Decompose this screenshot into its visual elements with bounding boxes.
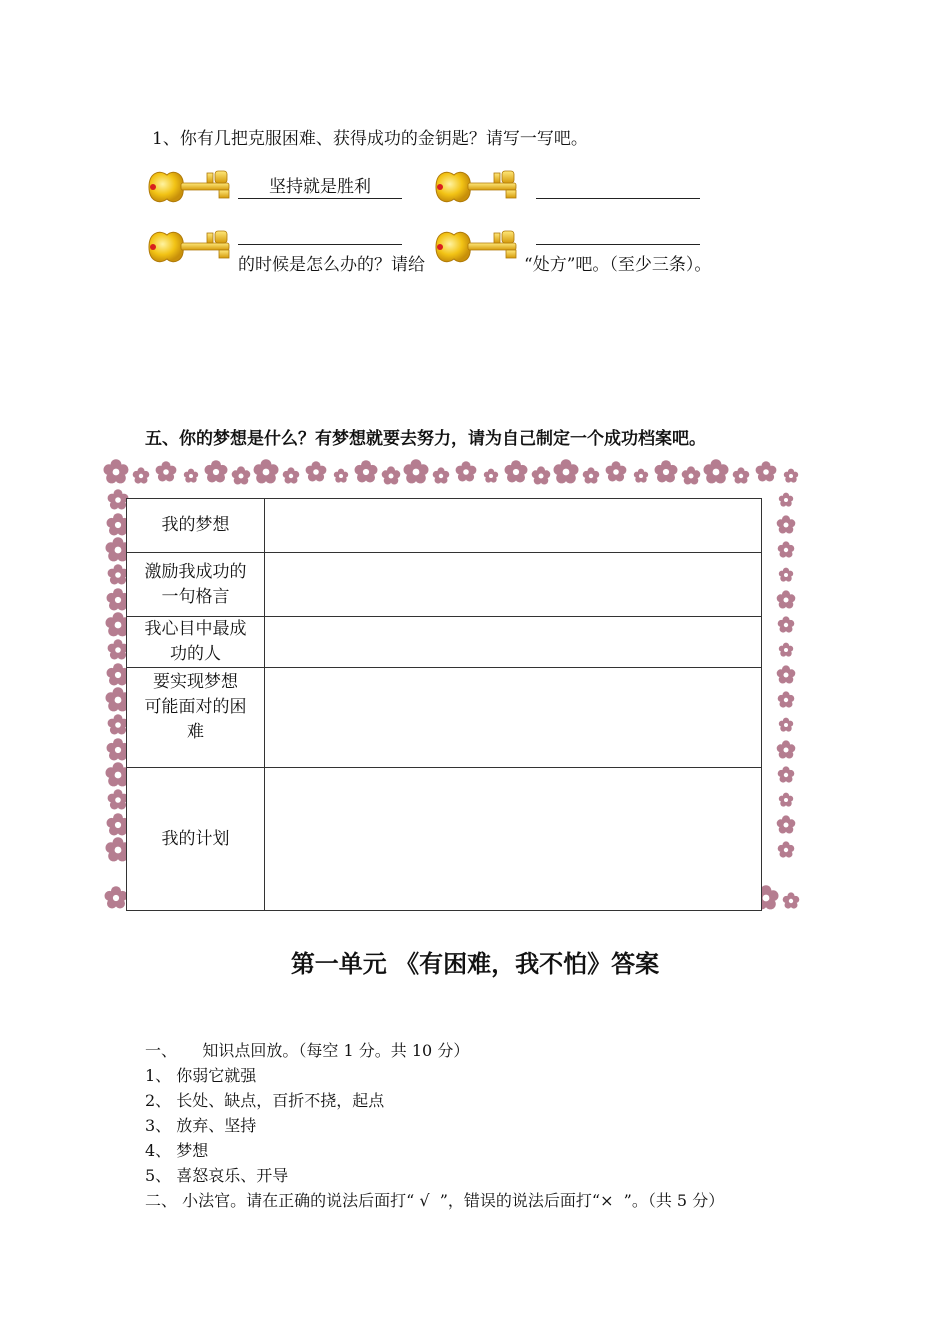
row-label-role-model: 我心目中最成 功的人 bbox=[127, 617, 265, 668]
flower-icon bbox=[184, 469, 198, 483]
flower-icon bbox=[733, 467, 750, 483]
flower-icon bbox=[456, 461, 477, 481]
flower-icon bbox=[777, 665, 796, 683]
flower-icon bbox=[606, 461, 627, 481]
flower-icon bbox=[779, 568, 793, 582]
row-value-dream[interactable] bbox=[265, 499, 762, 553]
flower-icon bbox=[104, 459, 129, 483]
row-value-motto[interactable] bbox=[265, 553, 762, 617]
row-label-difficulties: 要实现梦想 可能面对的困 难 bbox=[127, 668, 265, 768]
flower-icon bbox=[779, 643, 793, 657]
flower-icon bbox=[232, 466, 251, 484]
answer-item: 1、 你弱它就强 bbox=[145, 1066, 257, 1085]
flower-icon bbox=[254, 459, 279, 483]
flower-icon bbox=[382, 466, 401, 484]
flower-icon bbox=[779, 718, 793, 732]
flower-icon bbox=[784, 469, 798, 483]
table-row bbox=[127, 668, 762, 768]
flower-icon bbox=[156, 461, 177, 481]
flower-icon bbox=[655, 460, 678, 482]
key-answer-blank-1[interactable]: 坚持就是胜利 bbox=[238, 176, 402, 199]
flower-icon bbox=[682, 466, 701, 484]
key-answer-blank-3[interactable] bbox=[238, 222, 402, 245]
flower-icon bbox=[778, 766, 795, 782]
question-1-prompt: 1、你有几把克服困难、获得成功的金钥匙？请写一写吧。 bbox=[152, 129, 588, 149]
flower-icon bbox=[505, 460, 528, 482]
table-row bbox=[127, 553, 762, 617]
table-row bbox=[127, 499, 762, 553]
flower-icon bbox=[777, 815, 796, 833]
flower-icon bbox=[105, 886, 128, 908]
row-label-dream: 我的梦想 bbox=[127, 499, 265, 553]
answer-item: 5、 喜怒哀乐、开导 bbox=[145, 1166, 289, 1185]
flower-icon bbox=[634, 469, 648, 483]
answer-part-1-heading: 一、 知识点回放。（每空 1 分。共 10 分） bbox=[145, 1041, 470, 1060]
flower-icon bbox=[777, 515, 796, 533]
flower-icon bbox=[778, 691, 795, 707]
flower-icon bbox=[532, 466, 551, 484]
answer-item: 2、 长处、缺点，百折不挠，起点 bbox=[145, 1091, 385, 1110]
golden-key-icon bbox=[432, 225, 524, 269]
flower-icon bbox=[777, 740, 796, 758]
answer-item: 4、 梦想 bbox=[145, 1141, 209, 1160]
golden-key-icon bbox=[145, 165, 237, 209]
flower-icon bbox=[779, 493, 793, 507]
golden-key-icon bbox=[432, 165, 524, 209]
key-answer-blank-2[interactable] bbox=[536, 176, 700, 199]
flower-icon bbox=[484, 469, 498, 483]
row-value-difficulties[interactable] bbox=[265, 668, 762, 768]
flower-icon bbox=[783, 892, 800, 908]
table-row bbox=[127, 768, 762, 911]
row-label-plan: 我的计划 bbox=[127, 768, 265, 911]
section-5-heading: 五、你的梦想是什么？有梦想就要去努力，请为自己制定一个成功档案吧。 bbox=[145, 429, 706, 449]
flower-icon bbox=[433, 467, 450, 483]
success-profile-table bbox=[126, 498, 762, 911]
flower-icon bbox=[778, 541, 795, 557]
flower-icon bbox=[133, 467, 150, 483]
flower-icon bbox=[778, 616, 795, 632]
flower-icon bbox=[778, 841, 795, 857]
question-4-fragment-right: “处方”吧。（至少三条）。 bbox=[524, 255, 712, 275]
table-row bbox=[127, 617, 762, 668]
flower-icon bbox=[355, 460, 378, 482]
flower-icon bbox=[704, 459, 729, 483]
answer-part-2-heading: 二、 小法官。请在正确的说法后面打“ √ ”，错误的说法后面打“× ”。（共 5 分） bbox=[145, 1191, 725, 1210]
answer-item: 3、 放弃、坚持 bbox=[145, 1116, 257, 1135]
row-label-motto: 激励我成功的 一句格言 bbox=[127, 553, 265, 617]
flower-icon bbox=[283, 467, 300, 483]
flower-icon bbox=[554, 459, 579, 483]
row-value-plan[interactable] bbox=[265, 768, 762, 911]
flower-icon bbox=[583, 467, 600, 483]
flower-icon bbox=[756, 461, 777, 481]
flower-icon bbox=[404, 459, 429, 483]
flower-icon bbox=[334, 469, 348, 483]
answer-title: 第一单元 《有困难，我不怕》答案 bbox=[290, 950, 660, 978]
flower-icon bbox=[306, 461, 327, 481]
flower-icon bbox=[779, 793, 793, 807]
flower-icon bbox=[777, 590, 796, 608]
flower-icon bbox=[205, 460, 228, 482]
key-answer-blank-4[interactable] bbox=[536, 222, 700, 245]
question-4-fragment-left: 的时候是怎么办的？请给 bbox=[238, 255, 425, 275]
row-value-role-model[interactable] bbox=[265, 617, 762, 668]
golden-key-icon bbox=[145, 225, 237, 269]
